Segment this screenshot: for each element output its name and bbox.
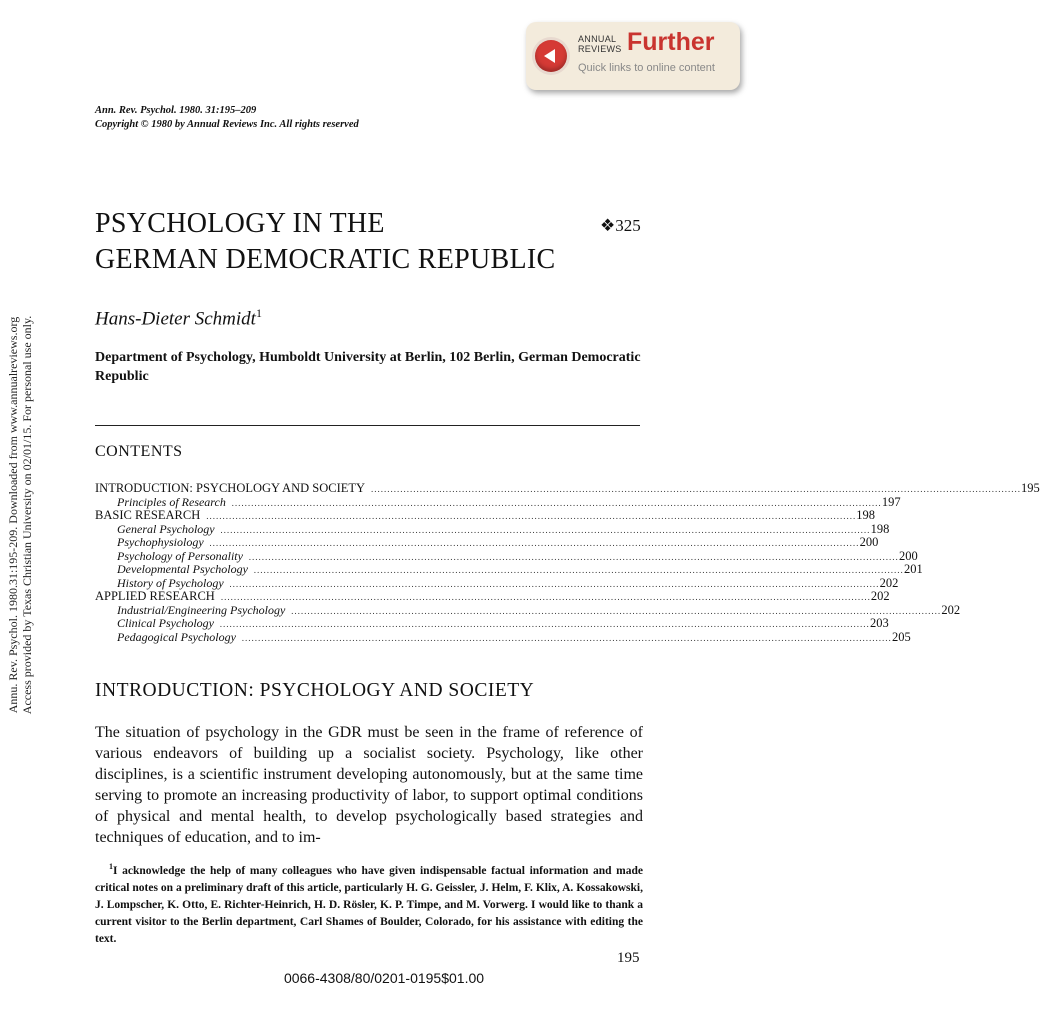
footnote-mark: 1 (109, 862, 113, 871)
toc-leader-dots: ........................................................................................................................................................................................................ (371, 484, 1022, 494)
title-line1: PSYCHOLOGY IN THE (95, 208, 385, 239)
toc-leader-dots: ........................................................................................................................................................................................................ (241, 632, 892, 643)
author-name: Hans-Dieter Schmidt (95, 308, 256, 330)
toc-leader-dots: ........................................................................................................................................................................................................ (248, 551, 899, 562)
toc-entry-label: History of Psychology (117, 575, 224, 590)
toc-entry-label: Industrial/Engineering Psychology (117, 602, 286, 617)
copyright-line: Copyright © 1980 by Annual Reviews Inc. All rights reserved (95, 119, 359, 130)
contents-heading: CONTENTS (95, 443, 183, 460)
affiliation: Department of Psychology, Humboldt University at Berlin, 102 Berlin, German Democratic Republic (95, 350, 641, 384)
page-number: 195 (617, 950, 640, 966)
title-line2: GERMAN DEMOCRATIC REPUBLIC (95, 244, 556, 275)
article-code: ❖325 (600, 216, 641, 235)
toc-leader-dots: ........................................................................................................................................................................................................ (291, 605, 942, 616)
toc-entry-page: 200 (859, 535, 879, 549)
toc-entry-page: 200 (898, 548, 918, 563)
download-notice-line2: Access provided by Texas Christian University on 02/01/15. For personal use only. (20, 315, 34, 715)
download-notice-text (6, 316, 34, 714)
download-notice (0, 0, 40, 1024)
toc-entry (95, 629, 911, 645)
toc-entry (95, 481, 1040, 496)
toc-leader-dots: ........................................................................................................................................................................................................ (220, 592, 871, 602)
author-footnote-mark: 1 (255, 306, 262, 320)
footnote-text: I acknowledge the help of many colleagues who have given indispensable factual information and made critical notes on a preliminary draft of this article, particularly H. G. Geissler, J. Helm, F. Klix, A. Kossakowski, J. Lompscher, K. Otto, E. Richter-Heinrich, H. D. Rösler, K. P. Timpe, and M. Vorwerg. I would like to thank a current visitor to the Berlin department, Carl Shames of Boulder, Colorado, for his assistance with editing the text. (95, 864, 643, 945)
toc-entry-label: BASIC RESEARCH (95, 508, 201, 522)
table-of-contents (95, 481, 1040, 644)
toc-entry (95, 494, 901, 510)
toc-leader-dots: ........................................................................................................................................................................................................ (209, 538, 860, 548)
toc-entry-page: 202 (941, 602, 961, 617)
further-badge[interactable] (526, 22, 740, 90)
toc-entry (95, 508, 875, 523)
toc-leader-dots: ........................................................................................................................................................................................................ (253, 565, 904, 575)
toc-entry-page: 198 (870, 521, 890, 536)
toc-entry-label: Pedagogical Psychology (117, 629, 236, 644)
toc-entry (95, 602, 961, 618)
toc-entry-label: Psychology of Personality (117, 548, 243, 563)
toc-entry (95, 575, 899, 591)
toc-entry-label: Clinical Psychology (117, 616, 214, 630)
download-notice-line1: Annu. Rev. Psychol. 1980.31:195-209. Downloaded from www.annualreviews.org (6, 316, 20, 714)
footnote (95, 858, 643, 948)
citation-block (95, 104, 359, 132)
toc-leader-dots: ........................................................................................................................................................................................................ (229, 578, 880, 589)
toc-entry-label: Developmental Psychology (117, 562, 248, 576)
toc-entry-page: 201 (903, 562, 923, 576)
further-tagline: Quick links to online content (578, 62, 715, 74)
section-heading: INTRODUCTION: PSYCHOLOGY AND SOCIETY (95, 680, 535, 701)
toc-entry (95, 521, 890, 537)
toc-entry (95, 562, 923, 577)
citation-line: Ann. Rev. Psychol. 1980. 31:195–209 (95, 105, 257, 116)
toc-entry (95, 616, 889, 631)
toc-entry-label: General Psychology (117, 521, 215, 536)
toc-entry-label: Principles of Research (117, 494, 226, 509)
toc-entry-label: INTRODUCTION: PSYCHOLOGY AND SOCIETY (95, 481, 366, 495)
toc-entry-page: 195 (1021, 481, 1040, 495)
play-back-icon (535, 40, 567, 72)
toc-entry-page: 205 (891, 629, 911, 644)
toc-entry-page: 202 (870, 589, 890, 603)
toc-leader-dots: ........................................................................................................................................................................................................ (206, 511, 857, 521)
reviews-text: REVIEWS (578, 44, 622, 54)
toc-leader-dots: ........................................................................................................................................................................................................ (231, 497, 882, 508)
divider (95, 425, 640, 426)
toc-leader-dots: ........................................................................................................................................................................................................ (219, 619, 870, 629)
annual-text: ANNUAL (578, 34, 617, 44)
toc-entry-label: Psychophysiology (117, 535, 204, 549)
toc-entry-label: APPLIED RESEARCH (95, 589, 215, 603)
toc-entry (95, 535, 879, 550)
further-label: Further (627, 28, 715, 56)
toc-entry-page: 197 (881, 494, 901, 509)
toc-entry-page: 198 (856, 508, 875, 522)
toc-entry (95, 589, 890, 604)
toc-entry (95, 548, 918, 564)
article-title (95, 206, 556, 278)
body-paragraph: The situation of psychology in the GDR must be seen in the frame of reference of various endeavors of building up a socialist society. Psychology, like other disciplines, is a scientific instrument developing autonomously, but at the same time serving to promote an increasing productivity of labor, to support optimal conditions of physical and mental health, to develop psychologically based strategies and techniques of education, and to im- (95, 724, 643, 846)
annual-reviews-logo (578, 34, 622, 54)
author (95, 306, 262, 330)
issn-line: 0066-4308/80/0201-0195$01.00 (283, 970, 485, 986)
toc-entry-page: 203 (869, 616, 889, 630)
toc-entry-page: 202 (879, 575, 899, 590)
toc-leader-dots: ........................................................................................................................................................................................................ (220, 524, 871, 535)
